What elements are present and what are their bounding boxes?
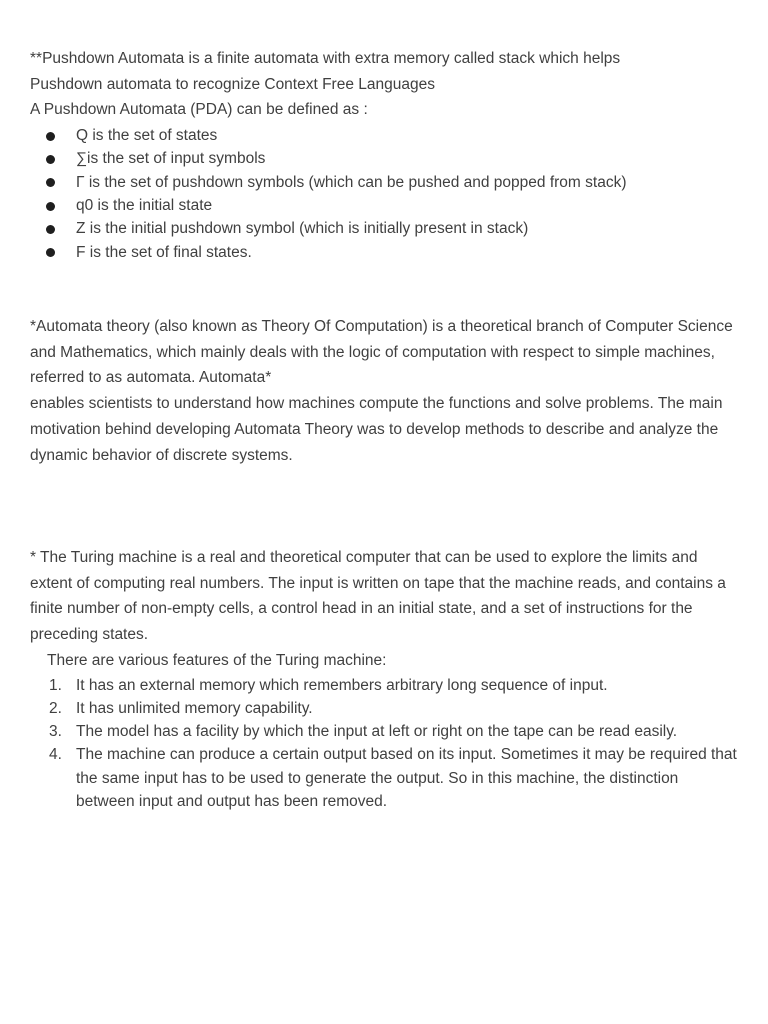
list-item-text: ∑is the set of input symbols — [76, 150, 266, 168]
automata-theory-paragraph-2: enables scientists to understand how machines compute the functions and solve problems. The main motivation behind developing Automata Theory was to develop methods to describe and analyze the dynamic behavior of discrete systems. — [30, 395, 723, 464]
pda-component-list — [30, 124, 740, 264]
turing-features-intro: There are various features of the Turing machine: — [47, 651, 387, 669]
list-item-text: The model has a facility by which the input at left or right on the tape can be read easily. — [76, 723, 678, 741]
list-item-text: The machine can produce a certain output based on its input. Sometimes it may be required that the same input has to be used to generate the output. So in this machine, the distinction between input and output has been removed. — [76, 746, 737, 810]
bullet-icon — [46, 248, 55, 257]
list-item-text: It has an external memory which remembers arbitrary long sequence of input. — [76, 676, 608, 694]
list-item — [30, 241, 740, 264]
bullet-icon — [46, 202, 55, 211]
list-item — [30, 743, 740, 813]
list-item-number: 1. — [49, 676, 62, 694]
bullet-icon — [46, 155, 55, 164]
turing-feature-list — [30, 674, 740, 814]
list-item-text: It has unlimited memory capability. — [76, 699, 313, 717]
turing-paragraph: * The Turing machine is a real and theoretical computer that can be used to explore the limits and extent of computing real numbers. The input is written on tape that the machine reads, and contains a finite number of non-empty cells, a control head in an initial state, and a set of instructions for the preceding states. — [30, 549, 726, 644]
list-item — [30, 194, 740, 217]
list-item — [30, 171, 740, 194]
turing-section — [30, 545, 740, 813]
pda-intro-line-2: Pushdown automata to recognize Context Free Languages — [30, 75, 435, 93]
list-item — [30, 720, 740, 743]
list-item-number: 3. — [49, 723, 62, 741]
list-item — [30, 217, 740, 240]
list-item-number: 2. — [49, 699, 62, 717]
list-item — [30, 697, 740, 720]
list-item — [30, 147, 740, 170]
list-item-text: Q is the set of states — [76, 127, 218, 145]
list-item-text: q0 is the initial state — [76, 197, 213, 214]
pda-definition: A Pushdown Automata (PDA) can be defined as : — [30, 101, 368, 119]
bullet-icon — [46, 132, 55, 141]
list-item-text: Z is the initial pushdown symbol (which is initially present in stack) — [76, 220, 529, 238]
list-item-number: 4. — [49, 746, 62, 764]
list-item-text: Γ is the set of pushdown symbols (which can be pushed and popped from stack) — [76, 173, 627, 191]
bullet-icon — [46, 225, 55, 234]
list-item — [30, 124, 740, 147]
pda-section — [30, 46, 740, 264]
automata-theory-section — [30, 314, 740, 468]
list-item — [30, 674, 740, 697]
pda-intro-line-1: **Pushdown Automata is a finite automata with extra memory called stack which helps — [30, 50, 621, 67]
automata-theory-paragraph-1: *Automata theory (also known as Theory Of Computation) is a theoretical branch of Computer Science and Mathematics, which mainly deals with the logic of computation with respect to simple machines, referred to as automata. Automata* — [30, 318, 733, 387]
list-item-text: F is the set of final states. — [76, 243, 252, 261]
bullet-icon — [46, 178, 55, 187]
